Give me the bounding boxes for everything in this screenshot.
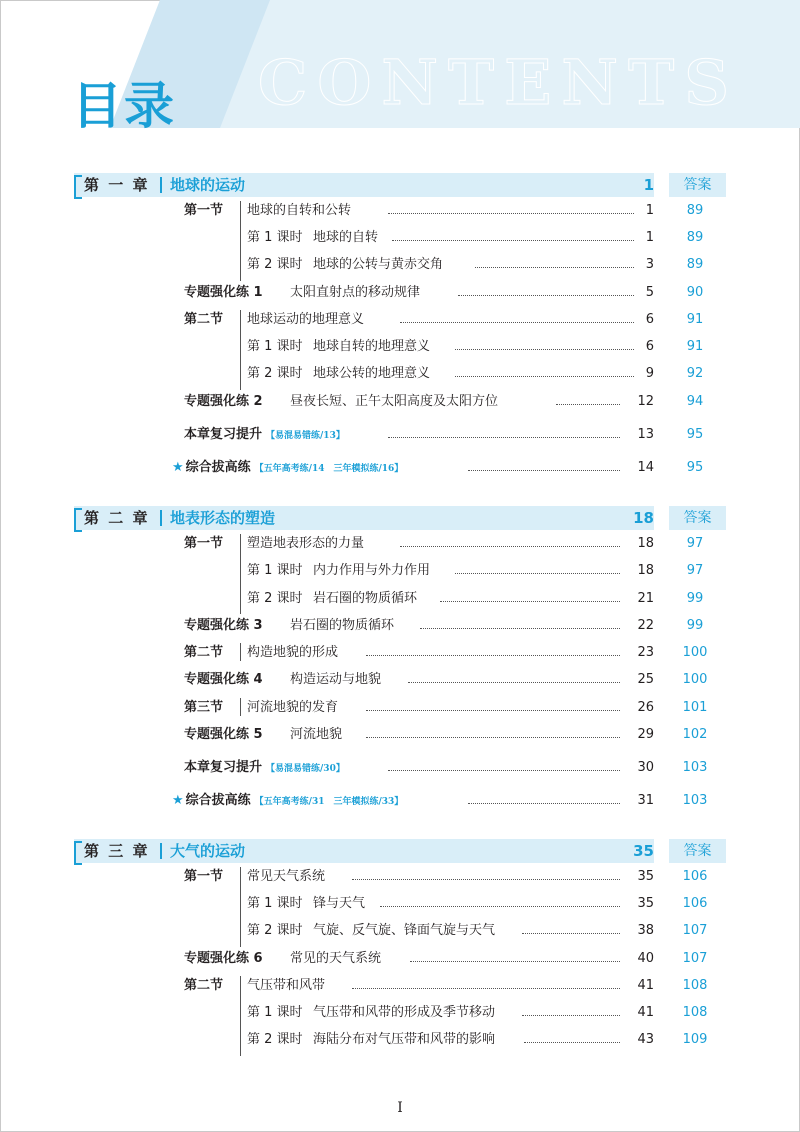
chapter-separator — [160, 177, 162, 193]
entry-title: 岩石圈的物质循环 — [313, 591, 418, 606]
page-number: 13 — [637, 427, 654, 442]
chapter-3-header[interactable] — [74, 839, 726, 863]
lesson-label: 第 1 课时 — [247, 230, 303, 245]
answer-page: 107 — [682, 923, 708, 938]
entry-title: 河流地貌的发育 — [247, 700, 339, 715]
practice-label: 专题强化练 2 — [184, 394, 263, 409]
entry-title: 构造地貌的形成 — [247, 645, 339, 660]
dot-leader — [408, 682, 620, 683]
answer-page: 109 — [682, 1032, 708, 1047]
answer-page: 108 — [682, 1005, 708, 1020]
toc-row[interactable] — [0, 615, 800, 637]
chapter-bracket — [74, 841, 82, 865]
toc-row[interactable] — [0, 1002, 800, 1024]
lesson-label: 第 1 课时 — [247, 896, 303, 911]
lesson-label: 第 2 课时 — [247, 591, 303, 606]
answer-header: 答案 — [669, 173, 726, 197]
entry-title: 本章复习提升 — [184, 427, 263, 442]
dot-leader — [352, 879, 620, 880]
entry-title: 常见天气系统 — [247, 869, 326, 884]
toc-row[interactable] — [0, 336, 800, 358]
page-number: 40 — [637, 951, 654, 966]
practice-label: 专题强化练 4 — [184, 672, 263, 687]
page-number: 1 — [645, 203, 654, 218]
section-label: 第二节 — [184, 645, 224, 660]
review-title — [184, 757, 345, 780]
dot-leader — [455, 573, 620, 574]
star-icon: ★ — [172, 460, 184, 475]
dot-leader — [352, 988, 620, 989]
page-number: 9 — [645, 366, 654, 381]
page-number: 31 — [637, 793, 654, 808]
answer-page: 103 — [682, 793, 708, 808]
entry-title: 气压带和风带的形成及季节移动 — [313, 1005, 496, 1020]
dot-leader — [388, 213, 634, 214]
answer-page: 101 — [682, 700, 708, 715]
practice-label: 专题强化练 6 — [184, 951, 263, 966]
dot-leader — [366, 655, 620, 656]
chapter-label: 第 三 章 — [84, 842, 150, 860]
dot-leader — [366, 737, 620, 738]
toc-row[interactable] — [0, 642, 800, 664]
answer-page: 99 — [686, 591, 704, 606]
toc-row[interactable] — [0, 866, 800, 888]
entry-title: 地球公转的地理意义 — [313, 366, 431, 381]
toc-row[interactable] — [0, 254, 800, 276]
section-label: 第二节 — [184, 978, 224, 993]
toc-row[interactable] — [0, 533, 800, 555]
toc-row[interactable] — [0, 975, 800, 997]
answer-page: 89 — [686, 257, 704, 272]
page-number: 18 — [637, 536, 654, 551]
dot-leader — [380, 906, 620, 907]
page-number: 18 — [637, 563, 654, 578]
entry-title: 综合拔高练 — [185, 460, 251, 475]
page-number: 41 — [637, 978, 654, 993]
chapter-bracket — [74, 175, 82, 199]
page-number: 6 — [645, 312, 654, 327]
entry-title: 塑造地表形态的力量 — [247, 536, 365, 551]
lesson-label: 第 2 课时 — [247, 923, 303, 938]
dot-leader — [420, 628, 620, 629]
answer-header: 答案 — [669, 839, 726, 863]
answer-page: 89 — [686, 203, 704, 218]
dot-leader — [366, 710, 620, 711]
chapter-page: 1 — [643, 176, 654, 194]
comprehensive-title — [172, 790, 403, 813]
toc-row[interactable] — [0, 724, 800, 746]
page-number: 41 — [637, 1005, 654, 1020]
page-number: 3 — [645, 257, 654, 272]
toc-row[interactable] — [0, 790, 800, 812]
page-number: 29 — [637, 727, 654, 742]
answer-page: 106 — [682, 869, 708, 884]
toc-row[interactable] — [0, 669, 800, 691]
dot-leader — [410, 961, 620, 962]
toc-row[interactable] — [0, 893, 800, 915]
dot-leader — [388, 437, 620, 438]
entry-title: 地球自转的地理意义 — [313, 339, 431, 354]
page-number: 23 — [637, 645, 654, 660]
dot-leader — [400, 322, 634, 323]
chapter-separator — [160, 510, 162, 526]
entry-title: 地球的自转 — [313, 230, 379, 245]
page-number: 6 — [645, 339, 654, 354]
lesson-label: 第 2 课时 — [247, 257, 303, 272]
comprehensive-title — [172, 457, 403, 480]
lesson-label: 第 1 课时 — [247, 563, 303, 578]
answer-page: 102 — [682, 727, 708, 742]
review-tag: 【易混易错练/13】 — [266, 431, 345, 441]
chapter-page: 18 — [633, 509, 654, 527]
answer-page: 103 — [682, 760, 708, 775]
page-number: 35 — [637, 896, 654, 911]
dot-leader — [400, 546, 620, 547]
entry-title: 地球运动的地理意义 — [247, 312, 365, 327]
footer-page-number: I — [397, 1100, 403, 1116]
lesson-label: 第 1 课时 — [247, 339, 303, 354]
page-number: 22 — [637, 618, 654, 633]
entry-title: 内力作用与外力作用 — [313, 563, 431, 578]
chapter-title: 地球的运动 — [170, 176, 246, 194]
toc-row[interactable] — [0, 560, 800, 582]
page-number: 26 — [637, 700, 654, 715]
page-number: 5 — [645, 285, 654, 300]
practice-label: 专题强化练 3 — [184, 618, 263, 633]
page-number: 21 — [637, 591, 654, 606]
entry-title: 河流地貌 — [290, 727, 343, 742]
page-number: 12 — [637, 394, 654, 409]
answer-page: 95 — [686, 427, 704, 442]
section-label: 第一节 — [184, 203, 224, 218]
chapter-title: 地表形态的塑造 — [170, 509, 276, 527]
toc-row[interactable] — [0, 282, 800, 304]
entry-title: 地球的公转与黄赤交角 — [313, 257, 444, 272]
toc-row[interactable] — [0, 757, 800, 779]
toc-row[interactable] — [0, 920, 800, 942]
toc-row[interactable] — [0, 227, 800, 249]
page-number: 30 — [637, 760, 654, 775]
answer-page: 91 — [686, 339, 704, 354]
dot-leader — [468, 803, 620, 804]
page-number: 35 — [637, 869, 654, 884]
toc-row[interactable] — [0, 424, 800, 446]
lesson-label: 第 1 课时 — [247, 1005, 303, 1020]
section-label: 第二节 — [184, 312, 224, 327]
section-label: 第三节 — [184, 700, 224, 715]
answer-page: 107 — [682, 951, 708, 966]
answer-page: 106 — [682, 896, 708, 911]
toc-row[interactable] — [0, 697, 800, 719]
lesson-label: 第 2 课时 — [247, 366, 303, 381]
toc-row[interactable] — [0, 309, 800, 331]
chapter-2-header[interactable] — [74, 506, 726, 530]
toc-row[interactable] — [0, 948, 800, 970]
chapter-bracket — [74, 508, 82, 532]
entry-title: 锋与天气 — [313, 896, 366, 911]
chapter-separator — [160, 843, 162, 859]
section-label: 第一节 — [184, 869, 224, 884]
star-icon: ★ — [172, 793, 184, 808]
answer-page: 92 — [686, 366, 704, 381]
entry-title: 岩石圈的物质循环 — [290, 618, 395, 633]
answer-header: 答案 — [669, 506, 726, 530]
dot-leader — [388, 770, 620, 771]
toc-row[interactable] — [0, 1029, 800, 1051]
comprehensive-tag: 【五年高考练/31 三年模拟练/33】 — [254, 797, 404, 807]
entry-title: 常见的天气系统 — [290, 951, 382, 966]
toc-row[interactable] — [0, 457, 800, 479]
entry-title: 海陆分布对气压带和风带的影响 — [313, 1032, 496, 1047]
answer-page: 100 — [682, 645, 708, 660]
page-number: 38 — [637, 923, 654, 938]
comprehensive-tag: 【五年高考练/14 三年模拟练/16】 — [254, 464, 404, 474]
answer-page: 97 — [686, 536, 704, 551]
answer-page: 99 — [686, 618, 704, 633]
toc-row[interactable] — [0, 391, 800, 413]
entry-title: 昼夜长短、正午太阳高度及太阳方位 — [290, 394, 499, 409]
entry-title: 太阳直射点的移动规律 — [290, 285, 421, 300]
page-number: 14 — [637, 460, 654, 475]
entry-title: 气压带和风带 — [247, 978, 326, 993]
lesson-label: 第 2 课时 — [247, 1032, 303, 1047]
contents-watermark: CONTENTS — [258, 46, 740, 119]
entry-title: 地球的自转和公转 — [247, 203, 352, 218]
chapter-label: 第 二 章 — [84, 509, 150, 527]
entry-title: 本章复习提升 — [184, 760, 263, 775]
entry-title: 气旋、反气旋、锋面气旋与天气 — [313, 923, 496, 938]
dot-leader — [468, 470, 620, 471]
answer-page: 94 — [686, 394, 704, 409]
page-title: 目录 — [72, 77, 176, 135]
answer-page: 100 — [682, 672, 708, 687]
dot-leader — [392, 240, 634, 241]
chapter-label: 第 一 章 — [84, 176, 150, 194]
entry-title: 综合拔高练 — [185, 793, 251, 808]
section-label: 第一节 — [184, 536, 224, 551]
toc-row[interactable] — [0, 588, 800, 610]
toc-row[interactable] — [0, 363, 800, 385]
entry-title: 构造运动与地貌 — [290, 672, 382, 687]
review-title — [184, 424, 345, 447]
page-number: 25 — [637, 672, 654, 687]
answer-page: 89 — [686, 230, 704, 245]
page-number: 1 — [645, 230, 654, 245]
page-number: 43 — [637, 1032, 654, 1047]
toc-row[interactable] — [0, 200, 800, 222]
dot-leader — [440, 601, 620, 602]
answer-page: 90 — [686, 285, 704, 300]
review-tag: 【易混易错练/30】 — [266, 764, 345, 774]
chapter-page: 35 — [633, 842, 654, 860]
answer-page: 108 — [682, 978, 708, 993]
chapter-title: 大气的运动 — [170, 842, 246, 860]
practice-label: 专题强化练 1 — [184, 285, 263, 300]
answer-page: 95 — [686, 460, 704, 475]
chapter-1-header[interactable] — [74, 173, 726, 197]
practice-label: 专题强化练 5 — [184, 727, 263, 742]
answer-page: 91 — [686, 312, 704, 327]
answer-page: 97 — [686, 563, 704, 578]
